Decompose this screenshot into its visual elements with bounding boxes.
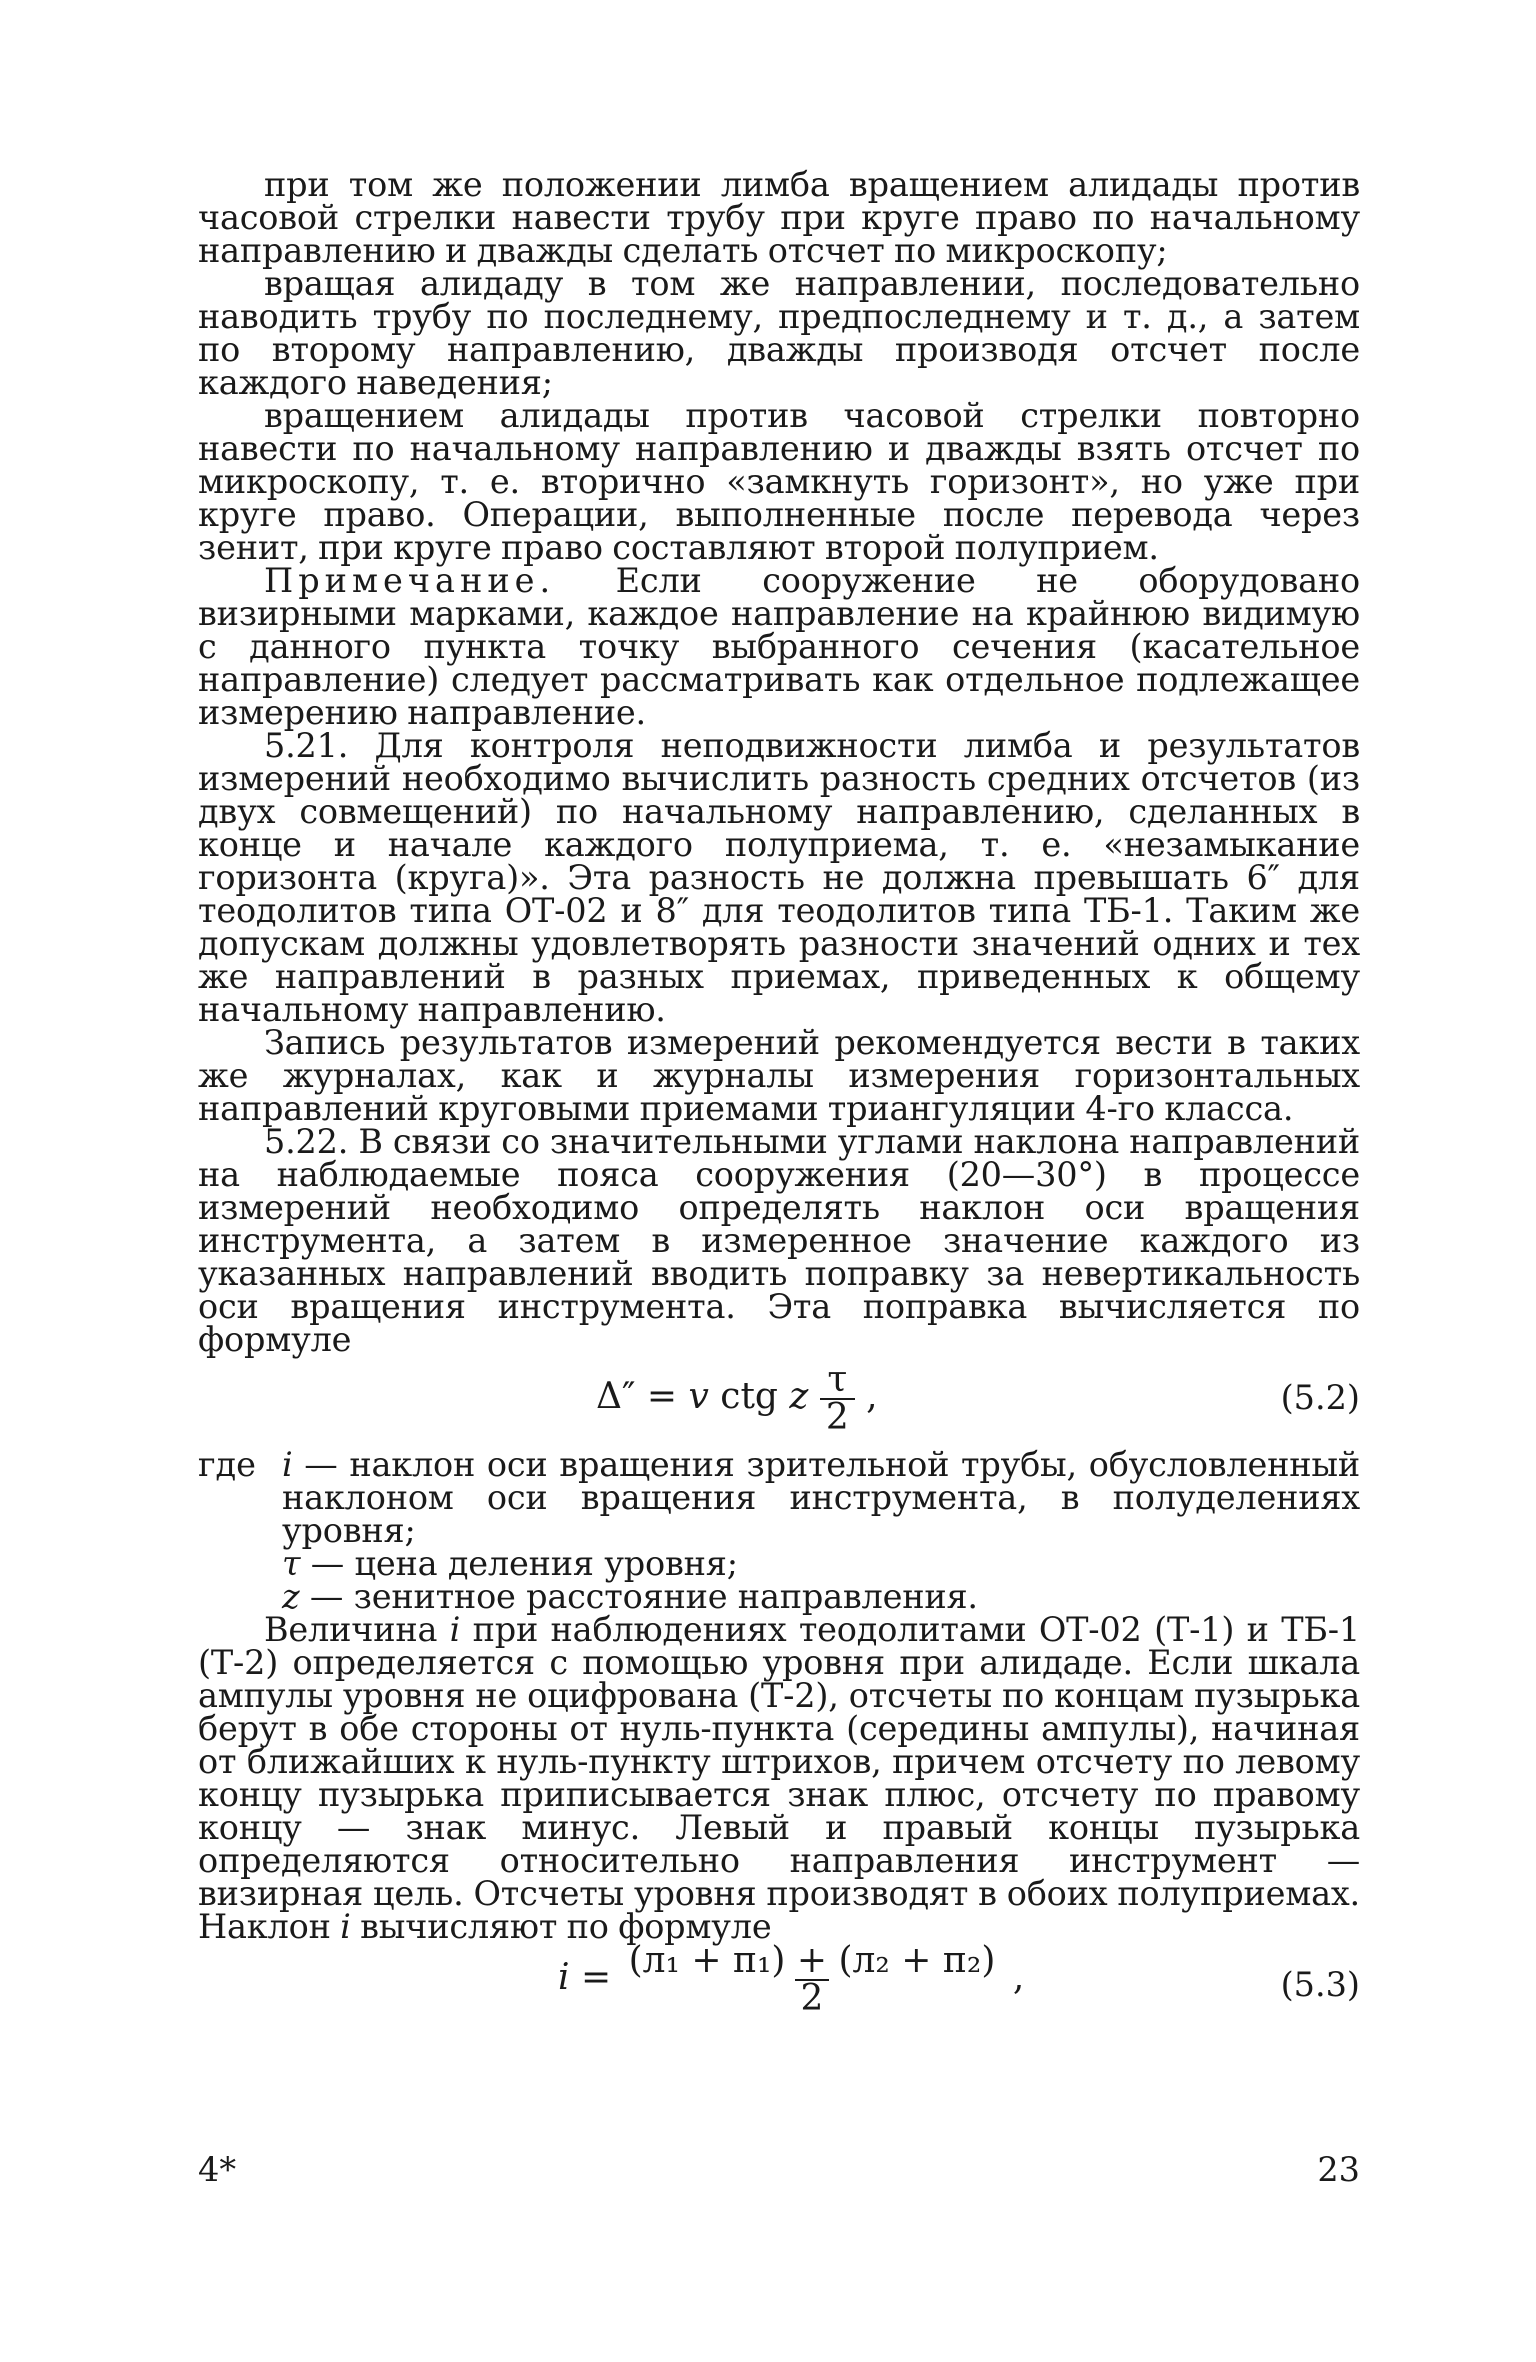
formula-5-2-number: (5.2): [1280, 1378, 1360, 1417]
definition-tau: [198, 1544, 1360, 1583]
formula-5-3-fraction: [623, 1940, 1002, 2019]
definition-z: [198, 1577, 1360, 1616]
definition-i-text: — наклон оси вращения зрительной трубы, обусловленный наклоном оси вращения инструмента, в полуделениях уровня;: [282, 1445, 1360, 1550]
formula-5-2-ctg: ctg: [708, 1376, 790, 1417]
signature-mark: 4*: [198, 2150, 237, 2189]
value-i-text-c: вычисляют по формуле: [350, 1907, 772, 1946]
formula-5-2-tail: ,: [854, 1376, 878, 1417]
paragraph-5-21: 5.21. Для контроля неподвижности лимба и результатов измерений необходимо вычислить разность средних отсчетов (из двух совмещений) по начальному направлению, сделанных в конце и начале каждого полуприема, т. е. «незамыкание горизонта (круга)». Эта разность не должна превышать 6″ для теодолитов типа ОТ-02 и 8″ для теодолитов типа ТБ-1. Таким же допускам должны удовлетворять разности значений одних и тех же направлений в разных приемах, приведенных к общему начальному направлению.: [198, 726, 1360, 1029]
definitions-list: [198, 1445, 1360, 1616]
definition-z-symbol: z: [282, 1577, 300, 1616]
formula-5-3: [198, 1940, 1360, 2043]
formula-5-2-v: v: [688, 1376, 709, 1417]
formula-5-2-z: z: [789, 1376, 809, 1417]
formula-5-3-numerator: (л₁ + п₁) + (л₂ + п₂): [628, 1940, 996, 1981]
page-number: 23: [1317, 2150, 1360, 2189]
formula-5-2-fraction: [820, 1359, 855, 1438]
definition-tau-text: — цена деления уровня;: [300, 1544, 738, 1583]
paragraph-note: [198, 561, 1360, 732]
note-label: Примечание.: [264, 561, 556, 600]
page-body: [198, 165, 1360, 2043]
definition-z-text: — зенитное расстояние направления.: [299, 1577, 978, 1616]
definition-where: где: [198, 1445, 257, 1484]
formula-5-2-denominator: 2: [820, 1398, 855, 1436]
paragraph-step-rotate: вращая алидаду в том же направлении, последовательно наводить трубу по последнему, предпоследнему и т. д., а затем по второму направлению, дважды производя отсчет после каждого наведения;: [198, 264, 1360, 402]
formula-5-2-expression: [596, 1359, 878, 1438]
formula-5-3-eq: =: [569, 1957, 623, 1998]
formula-5-2-lhs: Δ″ =: [596, 1376, 689, 1417]
value-i-symbol: i: [449, 1610, 461, 1649]
paragraph-record: Запись результатов измерений рекомендуется вести в таких же журналах, как и журналы измерения горизонтальных направлений круговыми приемами триангуляции 4-го класса.: [198, 1023, 1360, 1128]
formula-5-3-tail: ,: [1001, 1957, 1025, 1998]
paragraph-5-22: 5.22. В связи со значительными углами наклона направлений на наблюдаемые пояса сооружения (20—30°) в процессе измерений необходимо определять наклон оси вращения инструмента, а затем в измеренное значение каждого из указанных направлений вводить поправку за невертикальность оси вращения инструмента. Эта поправка вычисляется по формуле: [198, 1122, 1360, 1359]
formula-5-3-number: (5.3): [1280, 1965, 1360, 2004]
value-i-text-a: Величина: [264, 1610, 450, 1649]
value-i-symbol-2: i: [340, 1907, 351, 1946]
paragraph-value-i: [198, 1610, 1360, 1946]
formula-5-2: [198, 1356, 1360, 1448]
definition-tau-symbol: τ: [282, 1544, 301, 1583]
formula-5-3-expression: [558, 1940, 1025, 2019]
value-i-text-b: при наблюдениях теодолитами ОТ-02 (Т-1) и ТБ-1 (Т-2) определяется с помощью уровня при алидаде. Если шкала ампулы уровня не оцифрована (Т-2), отсчеты по концам пузырька берут в обе стороны от нуль-пункта (середины ампулы), начиная от ближайших к нуль-пункту штрихов, причем отсчету по левому концу пузырька приписывается знак плюс, отсчету по правому концу — знак минус. Левый и правый концы пузырька определяются относительно направления инструмент — визирная цель. Отсчеты уровня производят в обоих полуприемах. Наклон: [198, 1610, 1360, 1946]
definition-i-symbol: i: [282, 1445, 293, 1484]
note-text: Если сооружение не оборудовано визирными марками, каждое направление на крайнюю видимую с данного пункта точку выбранного сечения (касательное направление) следует рассматривать как отдельное подлежащее измерению направление.: [198, 561, 1360, 732]
paragraph-step-close-horizon: вращением алидады против часовой стрелки повторно навести по начальному направлению и дважды взять отсчет по микроскопу, т. е. вторично «замкнуть горизонт», но уже при круге право. Операции, выполненные после перевода через зенит, при круге право составляют второй полуприем.: [198, 396, 1360, 567]
formula-5-2-numerator: τ: [827, 1359, 848, 1400]
paragraph-step-circle-right: при том же положении лимба вращением алидады против часовой стрелки навести трубу при круге право по начальному направлению и дважды сделать отсчет по микроскопу;: [198, 165, 1360, 270]
formula-5-3-lhs: i: [558, 1957, 570, 1998]
formula-5-3-denominator: 2: [795, 1979, 830, 2017]
definition-i: [198, 1445, 1360, 1550]
